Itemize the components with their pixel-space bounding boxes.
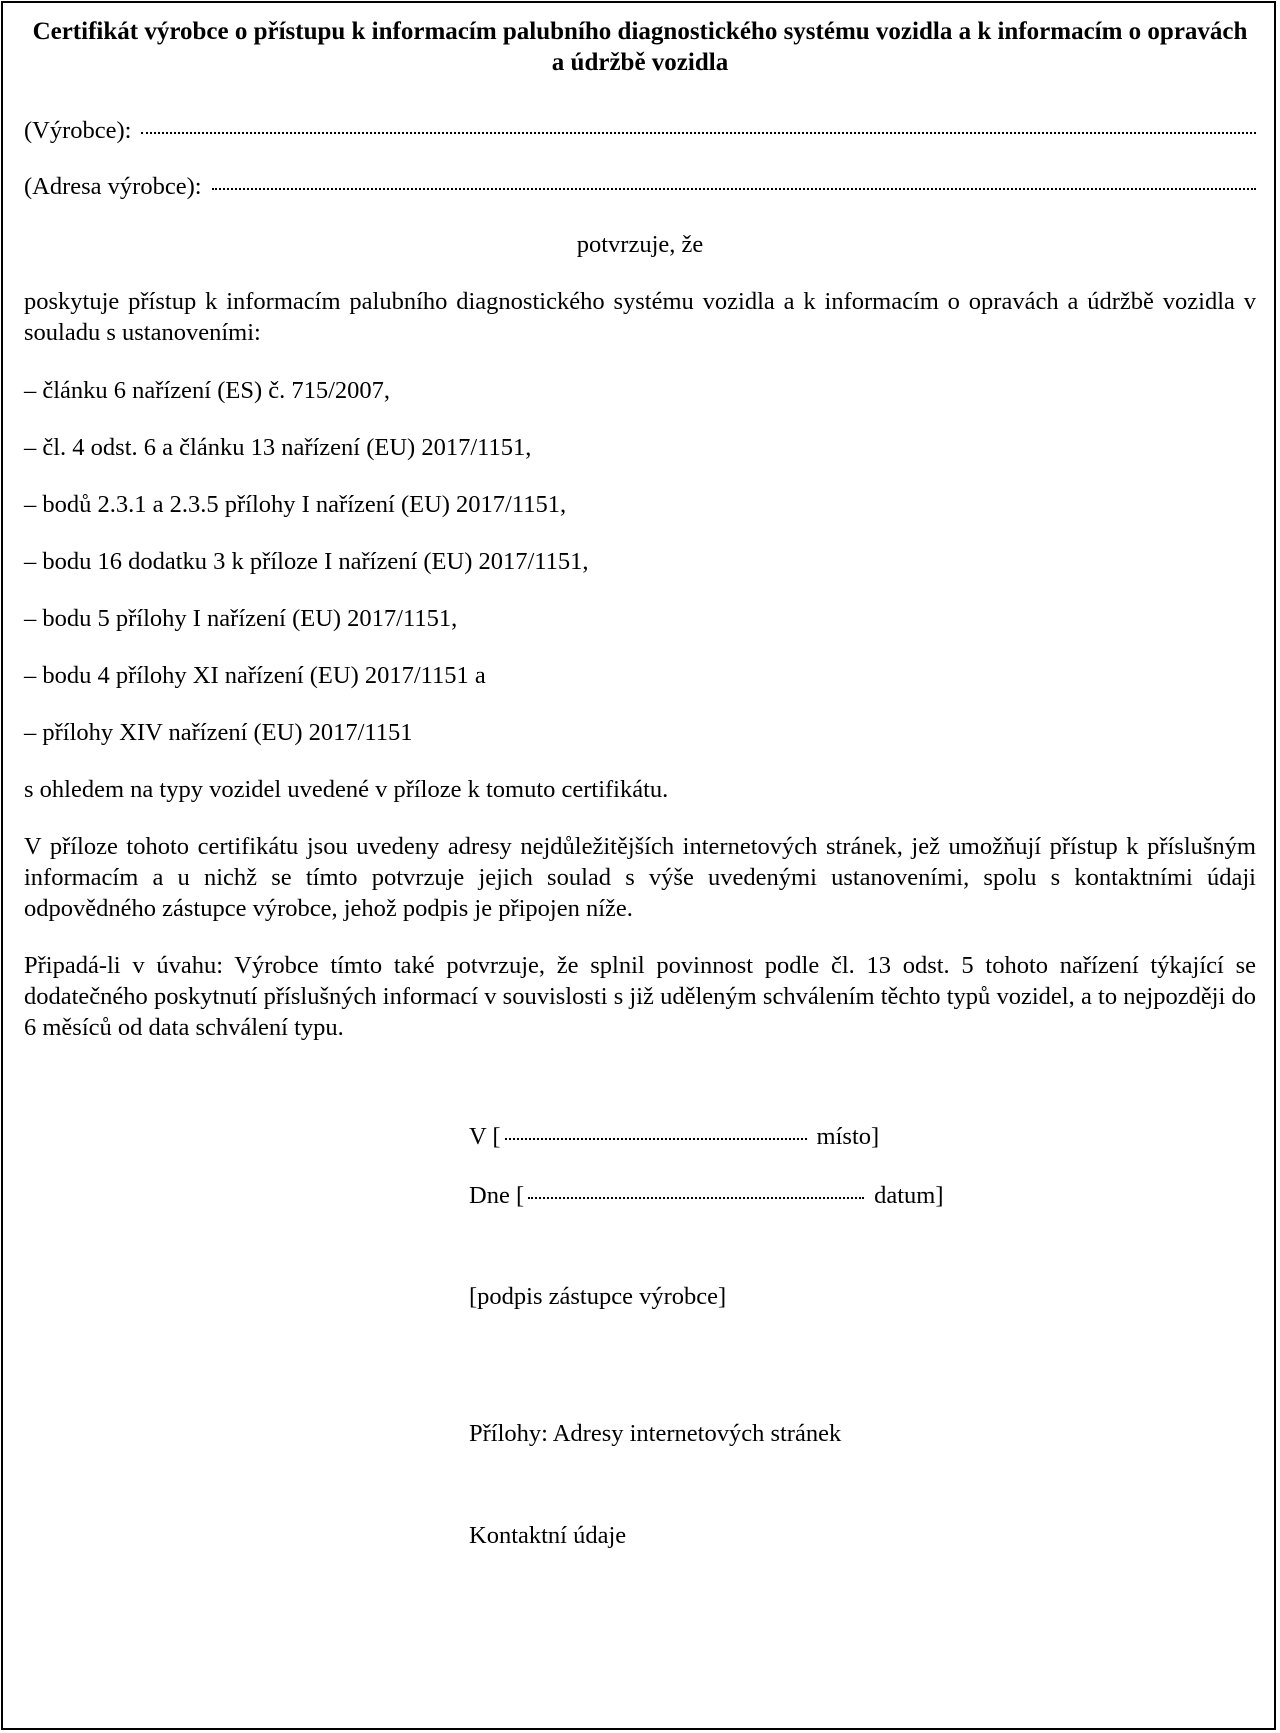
manufacturer-blank-line — [141, 132, 1256, 134]
manufacturer-label: (Výrobce): — [24, 117, 132, 144]
list-item: – článku 6 nařízení (ES) č. 715/2007, — [24, 377, 391, 404]
place-line — [469, 1121, 879, 1152]
place-prefix: V [ — [469, 1123, 501, 1150]
certificate-title: Certifikát výrobce o přístupu k informacím palubního diagnostického systému vozidla a k informacím o opravách a údržbě vozidla — [32, 18, 1248, 76]
signature-placeholder: [podpis zástupce výrobce] — [469, 1283, 727, 1310]
certificate-body — [24, 16, 1256, 1043]
list-item: – přílohy XIV nařízení (EU) 2017/1151 — [24, 719, 413, 746]
manufacturer-address-field — [24, 171, 1256, 202]
contacts-line: Kontaktní údaje — [469, 1522, 627, 1549]
manufacturer-address-label: (Adresa výrobce): — [24, 173, 202, 200]
date-prefix: Dne [ — [469, 1182, 525, 1209]
confirms-text: potvrzuje, že — [576, 231, 704, 258]
vehicle-types-paragraph: s ohledem na typy vozidel uvedené v příloze k tomuto certifikátu. — [24, 776, 669, 803]
date-blank-line — [528, 1197, 864, 1199]
annexes-line: Přílohy: Adresy internetových stránek — [469, 1420, 842, 1447]
place-blank-line — [505, 1138, 807, 1140]
list-item: – bodu 5 přílohy I nařízení (EU) 2017/1151, — [24, 605, 458, 632]
date-line — [469, 1180, 944, 1211]
date-suffix: datum] — [874, 1182, 944, 1209]
place-suffix: místo] — [816, 1123, 880, 1150]
intro-paragraph: poskytuje přístup k informacím palubního diagnostického systému vozidla a k informacím o opravách a údržbě vozidla v souladu s ustanoveními: — [24, 288, 1256, 346]
manufacturer-field — [24, 115, 1256, 146]
list-item: – čl. 4 odst. 6 a článku 13 nařízení (EU) 2017/1151, — [24, 434, 532, 461]
list-item: – bodu 16 dodatku 3 k příloze I nařízení (EU) 2017/1151, — [24, 548, 589, 575]
list-item: – bodu 4 přílohy XI nařízení (EU) 2017/1151 a — [24, 662, 486, 689]
provisions-list — [24, 375, 1256, 748]
list-item: – bodů 2.3.1 a 2.3.5 přílohy I nařízení (EU) 2017/1151, — [24, 491, 567, 518]
annex-paragraph: V příloze tohoto certifikátu jsou uvedeny adresy nejdůležitějších internetových stránek, jež umožňují přístup k příslušným informacím a u nichž se tímto potvrzuje jejich soulad s výše uvedenými ustanoveními, spolu s kontaktními údaji odpovědného zástupce výrobce, jehož podpis je připojen níže. — [24, 833, 1256, 922]
manufacturer-address-blank-line — [212, 188, 1256, 190]
applicable-paragraph: Připadá-li v úvahu: Výrobce tímto také potvrzuje, že splnil povinnost podle čl. 13 odst. 5 tohoto nařízení týkající se dodatečného poskytnutí příslušných informací v souvislosti s již uděleným schválením těchto typů vozidel, a to nejpozději do 6 měsíců od data schválení typu. — [24, 952, 1256, 1041]
